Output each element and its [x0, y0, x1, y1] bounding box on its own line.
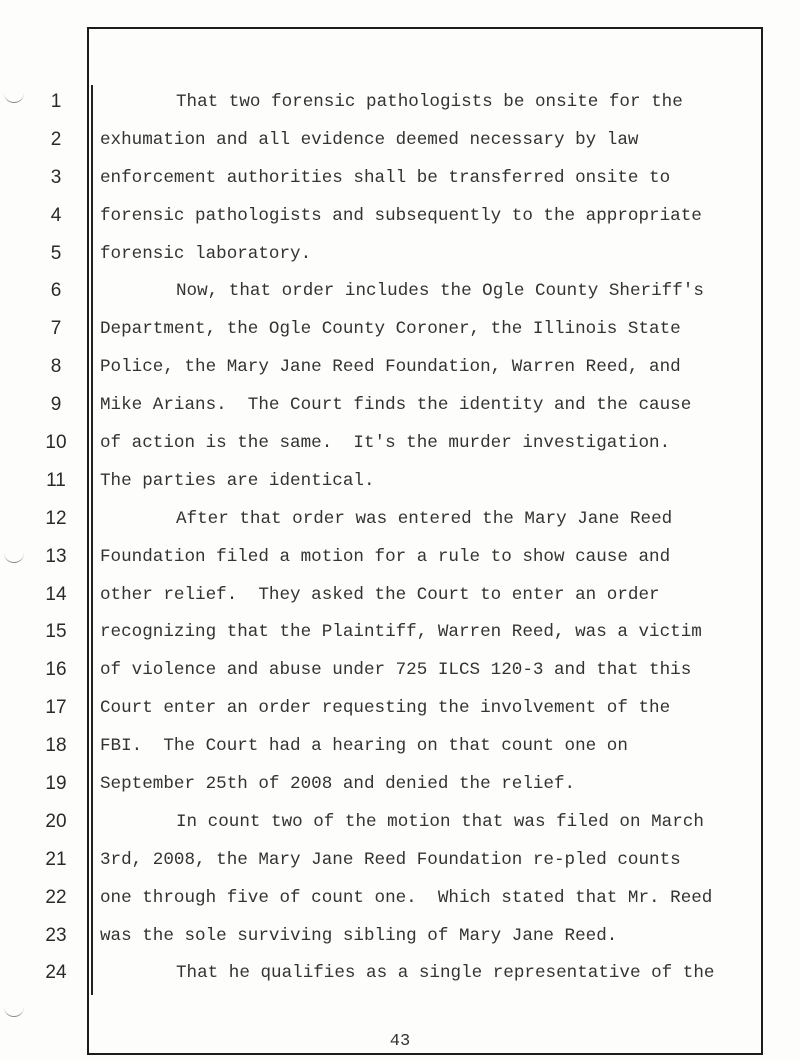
transcript-line: was the sole surviving sibling of Mary Jane Reed.	[100, 925, 618, 946]
transcript-line: Now, that order includes the Ogle County Sheriff's	[176, 281, 704, 302]
transcript-line: of action is the same. It's the murder investigation.	[100, 433, 671, 454]
line-number: 10	[45, 432, 67, 454]
line-number: 17	[45, 697, 67, 719]
punch-hole-mark	[4, 552, 24, 563]
punch-hole-mark	[4, 1006, 24, 1017]
transcript-line: Department, the Ogle County Coroner, the Illinois State	[100, 319, 681, 340]
transcript-line: That two forensic pathologists be onsite for the	[176, 92, 683, 112]
transcript-line: Mike Arians. The Court finds the identity and the cause	[100, 395, 692, 416]
line-number: 12	[45, 507, 67, 529]
transcript-line: of violence and abuse under 725 ILCS 120-3 and that this	[100, 660, 692, 681]
transcript-line: forensic pathologists and subsequently to the appropriate	[100, 205, 702, 226]
line-number: 23	[45, 924, 67, 946]
transcript-line: FBI. The Court had a hearing on that count one on	[100, 736, 628, 757]
line-number-column	[36, 88, 76, 997]
transcript-line: exhumation and all evidence deemed necessary by law	[100, 129, 639, 150]
transcript-line: September 25th of 2008 and denied the relief.	[100, 774, 576, 795]
transcript-line: Foundation filed a motion for a rule to show cause and	[100, 546, 671, 567]
line-number: 19	[45, 773, 67, 795]
line-number: 2	[50, 128, 62, 150]
transcript-line: Police, the Mary Jane Reed Foundation, Warren Reed, and	[100, 357, 681, 378]
line-number: 11	[46, 469, 66, 491]
line-number: 4	[50, 204, 62, 226]
line-number: 1	[50, 91, 62, 112]
transcript-line: forensic laboratory.	[100, 243, 312, 264]
line-number: 16	[45, 659, 67, 681]
transcript-body	[100, 88, 750, 997]
line-number: 15	[45, 621, 67, 643]
line-number: 8	[50, 356, 62, 378]
line-number: 3	[50, 166, 62, 188]
transcript-line: That he qualifies as a single representative of the	[176, 963, 715, 984]
line-number: 14	[45, 583, 67, 605]
line-number: 7	[50, 318, 62, 340]
transcript-line: After that order was entered the Mary Jane Reed	[176, 508, 673, 529]
transcript-line: other relief. They asked the Court to enter an order	[100, 584, 660, 605]
margin-rule	[91, 85, 93, 995]
line-number: 21	[45, 848, 67, 870]
transcript-line: recognizing that the Plaintiff, Warren Reed, was a victim	[100, 622, 702, 643]
transcript-line: The parties are identical.	[100, 470, 375, 491]
transcript-line: 3rd, 2008, the Mary Jane Reed Foundation re-pled counts	[100, 849, 681, 870]
transcript-line: Court enter an order requesting the involvement of the	[100, 698, 671, 719]
transcript-line: In count two of the motion that was filed on March	[176, 811, 704, 832]
transcript-line: enforcement authorities shall be transferred onsite to	[100, 167, 671, 188]
line-number: 6	[50, 280, 62, 302]
line-number: 20	[45, 810, 67, 832]
line-number: 24	[45, 962, 67, 984]
line-number: 22	[45, 886, 67, 908]
line-number: 18	[45, 735, 67, 757]
line-number: 5	[50, 242, 62, 264]
line-number: 9	[50, 394, 62, 416]
punch-hole-mark	[4, 92, 24, 103]
transcript-line: one through five of count one. Which stated that Mr. Reed	[100, 887, 713, 908]
line-number: 13	[45, 545, 67, 567]
page-number: 43	[389, 1032, 411, 1051]
